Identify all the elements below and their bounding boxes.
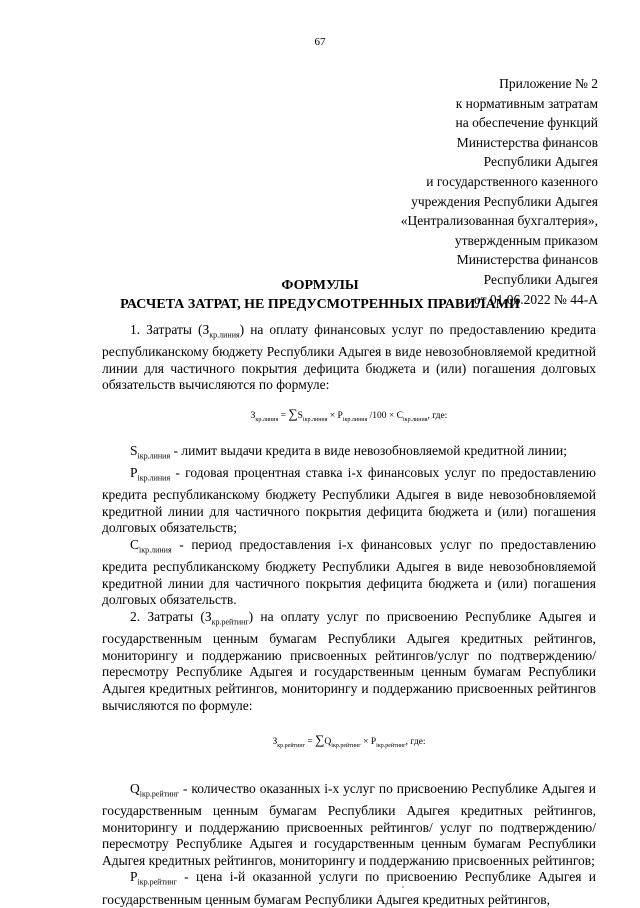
appendix-line: Республики Адыгея: [483, 271, 598, 287]
appendix-block: [401, 74, 598, 309]
document-body: [102, 322, 596, 908]
appendix-line: от 01.06.2022 № 44-А: [474, 291, 598, 307]
heading-title: ФОРМУЛЫ: [281, 278, 359, 293]
section2-intro: 2. Затраты $(З_{кр.рейтинг})$ на оплату услуг по присвоению Республике Адыгея и государственным ценным бумагам Республики Адыгея кредитных рейтингов, мониторингу и поддержанию присвоенных рейтингов/услуг по подтверждению/пересмотру Республике Адыгея и государственным ценным бумагам Республики Адыгея кредитных рейтингов, мониторингу и поддержанию присвоенных рейтингов вычисляются по формуле:: [102, 608, 597, 713]
definition-price: $P_{iкр.рейтинг}$ - цена i-й оказанной услуги по присвоению Республике Адыгея и государственным ценным бумагам Республики Адыгея кредитных рейтингов,: [102, 869, 596, 907]
appendix-line: Республики Адыгея: [483, 154, 598, 170]
scan-speck: [402, 886, 404, 888]
definition-quantity: $Q_{iкр.рейтинг}$ - количество оказанных i-х услуг по присвоению Республике Адыгея и государственным ценным бумагам Республики Адыгея кредитных рейтингов, мониторингу и поддержанию присвоенных рейтингов/ услуг по подтверждению/пересмотру Республике Адыгея и государственным ценным бумагам Республики Адыгея кредитных рейтингов, мониторингу и поддержанию присвоенных рейтингов;: [102, 780, 596, 868]
appendix-line: утвержденным приказом: [454, 232, 598, 248]
section1-intro: 1. Затраты $(З_{кр.линия})$ на оплату финансовых услуг по предоставлению кредита республиканскому бюджету Республики Адыгея в виде невозобновляемой кредитной линии для частичного покрытия дефицита бюджета и (или) погашения долговых обязательств вычисляются по формуле:: [102, 322, 596, 393]
appendix-line: Министерства финансов: [456, 252, 598, 268]
appendix-line: к нормативным затратам: [455, 95, 598, 111]
formula-credit-line: $З_{кр.линия} = \sum S_{iкр.линия} \times P_{iкр.линия}$ $/100 \times C_{iкр.линия}$, где:: [250, 406, 448, 423]
appendix-line: на обеспечение функций: [455, 115, 598, 131]
appendix-line: учреждения Республики Адыгея: [411, 193, 598, 209]
page-number: 67: [314, 36, 326, 48]
heading-subtitle: РАСЧЕТА ЗАТРАТ, НЕ ПРЕДУСМОТРЕННЫХ ПРАВИЛАМИ: [120, 297, 520, 312]
appendix-line: Министерства финансов: [456, 134, 598, 150]
definition-rate: $P_{iкр.линия}$ - годовая процентная ставка i-х финансовых услуг по предоставлению кредита республиканскому бюджету Республики Адыгея в виде невозобновляемой кредитной линии для частичного покрытия дефицита бюджета и (или) погашения долговых обязательств;: [102, 464, 596, 536]
definition-limit: $S_{iкр.линия}$ - лимит выдачи кредита в виде невозобновляемой кредитной линии;: [130, 442, 567, 461]
appendix-line: и государственного казенного: [426, 173, 598, 189]
appendix-line: «Централизованная бухгалтерия»,: [400, 213, 598, 229]
definition-period: $C_{iкр.линия}$ - период предоставления i-х финансовых услуг по предоставлению кредита республиканскому бюджету Республики Адыгея в виде невозобновляемой кредитной линии для частичного покрытия дефицита бюджета и (или) погашения долговых обязательств.: [102, 536, 596, 608]
appendix-line: Приложение № 2: [499, 76, 598, 91]
document-heading: [0, 276, 640, 314]
formula-credit-rating: $З_{кр.рейтинг} = \sum Q_{iкр.рейтинг} \times P_{iкр.рейтинг}$, где:: [272, 732, 426, 750]
